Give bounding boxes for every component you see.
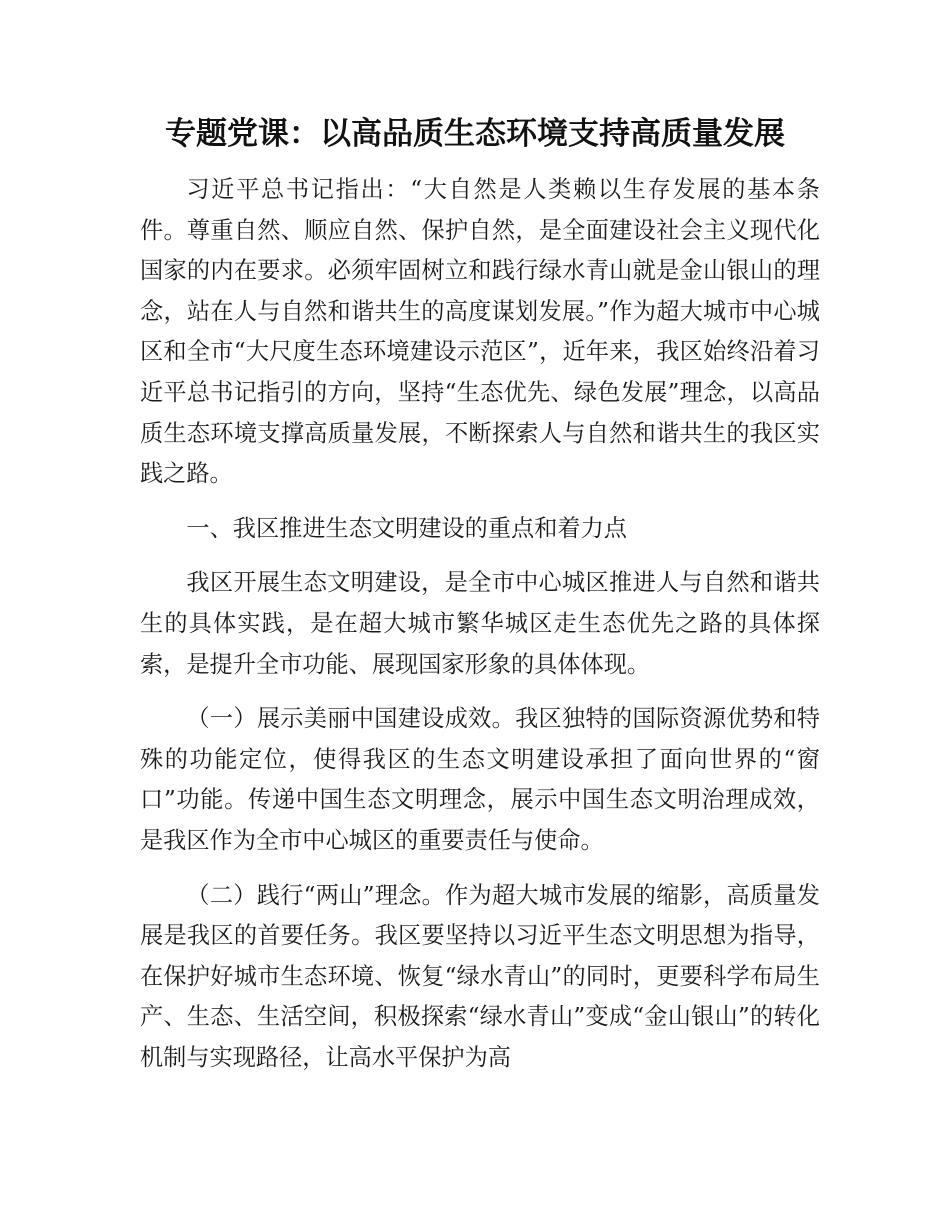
section-1-paragraph: 我区开展生态文明建设，是全市中心城区推进人与自然和谐共生的具体实践，是在超大城市繁华城区走生态优先之路的具体探索，是提升全市功能、展现国家形象的具体体现。 (140, 569, 820, 678)
section-heading-1: 一、我区推进生态文明建设的重点和着力点 (186, 514, 627, 542)
document-body (140, 170, 820, 1092)
subsection-1-paragraph: （一）展示美丽中国建设成效。我区独特的国际资源优势和特殊的功能定位，使得我区的生态文明建设承担了面向世界的“窗口”功能。传递中国生态文明理念，展示中国生态文明治理成效，是我区作为全市中心城区的重要责任与使命。 (140, 705, 820, 854)
document-title: 专题党课：以高品质生态环境支持高质量发展 (165, 116, 785, 152)
subsection-2-paragraph: （二）践行“两山”理念。作为超大城市发展的缩影，高质量发展是我区的首要任务。我区要坚持以习近平生态文明思想为指导，在保护好城市生态环境、恢复“绿水青山”的同时，更要科学布局生产、生态、生活空间，积极探索“绿水青山”变成“金山银山”的转化机制与实现路径，让高水平保护为高 (140, 881, 820, 1071)
intro-paragraph: 习近平总书记指出：“大自然是人类赖以生存发展的基本条件。尊重自然、顺应自然、保护自然，是全面建设社会主义现代化国家的内在要求。必须牢固树立和践行绿水青山就是金山银山的理念，站在人与自然和谐共生的高度谋划发展。”作为超大城市中心城区和全市“大尺度生态环境建设示范区”，近年来，我区始终沿着习近平总书记指引的方向，坚持“生态优先、绿色发展”理念，以高品质生态环境支撑高质量发展，不断探索人与自然和谐共生的我区实践之路。 (140, 176, 820, 488)
